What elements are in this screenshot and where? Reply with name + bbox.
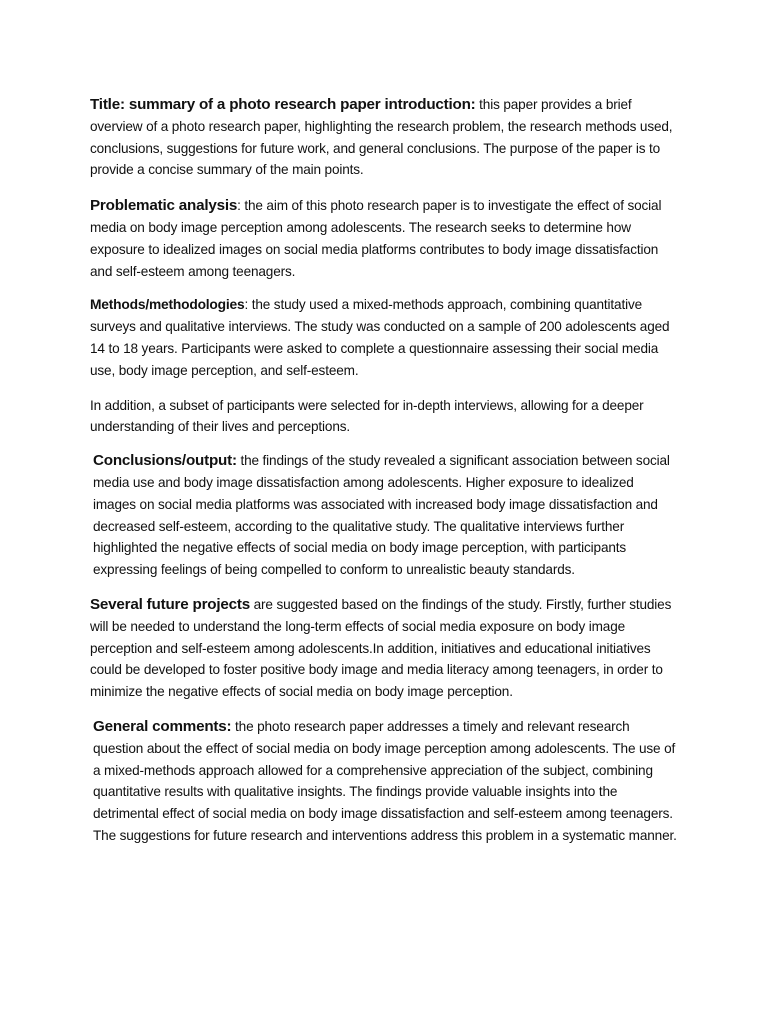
paragraph-in-addition	[90, 395, 678, 439]
paragraph-text: are suggested based on the findings of the study. Firstly, further studies will be needed to understand the long-term effects of social media exposure on body image perception and self-esteem among adolescents.In addition, initiatives and educational initiatives could be developed to foster positive body image and media literacy among teenagers, in order to minimize the negative effects of social media on body image perception.	[90, 596, 672, 700]
paragraph-text: the photo research paper addresses a timely and relevant research question about the effect of social media on body image perception among adolescents. The use of a mixed-methods approach allowed for a comprehensive appreciation of the subject, combining quantitative results with qualitative insights. The findings provide valuable insights into the detrimental effect of social media on body image dissatisfaction and self-esteem among teenagers. The suggestions for future research and interventions address this problem in a systematic manner.	[93, 718, 677, 843]
paragraph-text: : the aim of this photo research paper is to investigate the effect of social media on body image perception among adolescents. The research seeks to determine how exposure to idealized images on social media platforms contributes to body image dissatisfaction and self-esteem among teenagers.	[90, 198, 662, 279]
paragraph-problematic-analysis	[90, 195, 678, 282]
paragraph-conclusions	[90, 450, 678, 581]
paragraph-heading: General comments:	[93, 717, 232, 735]
paragraph-heading: Several future projects	[90, 595, 250, 613]
paragraph-future-projects	[90, 594, 678, 703]
paragraph-text: the findings of the study revealed a significant association between social media use and body image dissatisfaction among adolescents. Higher exposure to idealized images on social media platforms was associated with increased body image dissatisfaction and decreased self-esteem, according to the qualitative study. The qualitative interviews further highlighted the negative effects of social media on body image perception, with participants expressing feelings of being compelled to conform to unrealistic beauty standards.	[93, 453, 670, 578]
paragraph-methods	[90, 294, 678, 381]
document-body	[90, 94, 678, 860]
paragraph-general-comments	[90, 716, 678, 847]
paragraph-title	[90, 94, 678, 181]
paragraph-text: In addition, a subset of participants were selected for in-depth interviews, allowing for a deeper understanding of their lives and perceptions.	[90, 397, 644, 435]
paragraph-heading: Methods/methodologies	[90, 297, 245, 313]
paragraph-heading: Problematic analysis	[90, 197, 238, 215]
paragraph-text: this paper provides a brief overview of a photo research paper, highlighting the research problem, the research methods used, conclusions, suggestions for future work, and general conclusions. The purpose of the paper is to provide a concise summary of the main points.	[90, 97, 673, 178]
paragraph-text: : the study used a mixed-methods approach, combining quantitative surveys and qualitative interviews. The study was conducted on a sample of 200 adolescents aged 14 to 18 years. Participants were asked to complete a questionnaire assessing their social media use, body image perception, and self-esteem.	[90, 297, 670, 378]
paragraph-heading: Conclusions/output:	[93, 452, 237, 470]
paragraph-heading: Title: summary of a photo research paper introduction:	[90, 96, 476, 113]
